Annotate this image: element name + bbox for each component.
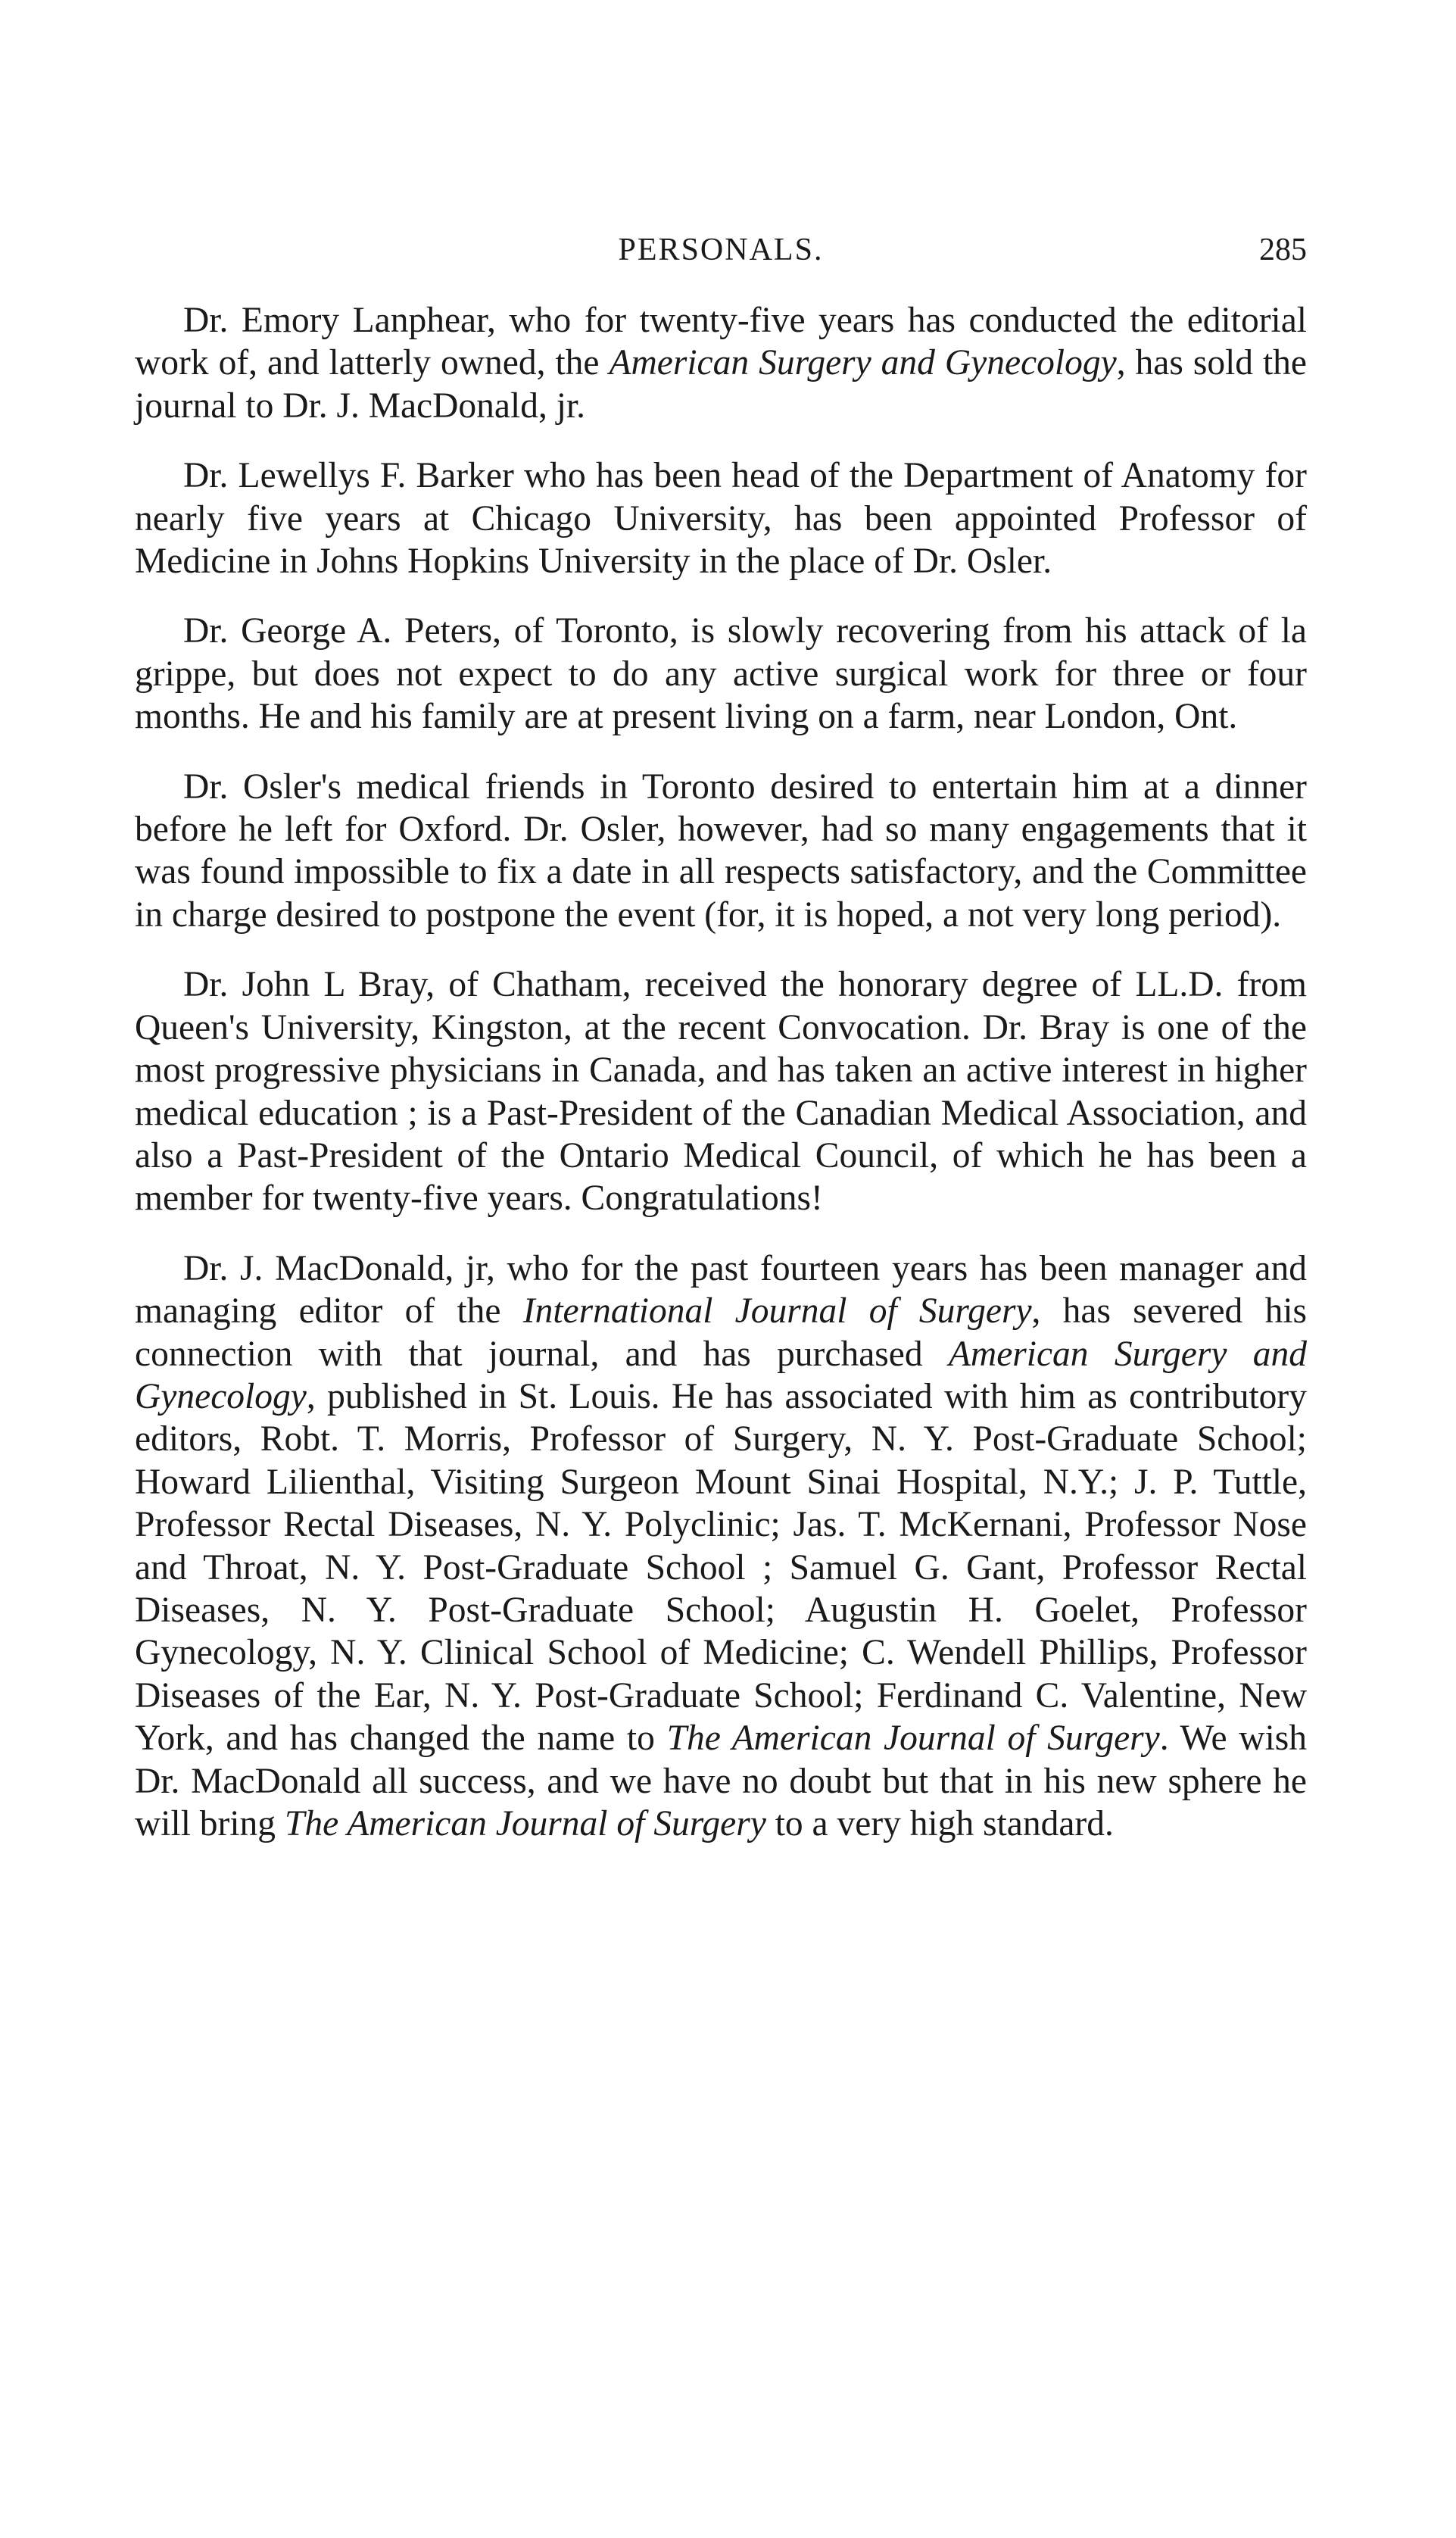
paragraph-text: Dr. George A. Peters, of Toronto, is slowly recovering from his attack of la grippe, but does not expect to do any active surgical work for three or four months. He and his family are at present living on a farm, near London, Ont. xyxy=(135,611,1307,737)
journal-title: The American Journal of Surgery xyxy=(284,1804,766,1843)
paragraph-text: Dr. John L Bray, of Chatham, received the honorary degree of LL.D. from Queen's University, Kingston, at the recent Convocation. Dr. Bray is one of the most progressive physicians in Canada, and has taken an active interest in higher medical education ; is a Past-President of the Canadian Medical Association, and also a Past-President of the Ontario Medical Council, of which he has been a member for twenty-five years. Congratulations! xyxy=(135,965,1307,1219)
paragraph-macdonald xyxy=(135,1247,1307,1846)
paragraph-text: , published in St. Louis. He has associated with him as contributory editors, Robt. T. Morris, Professor of Surgery, N. Y. Post-Graduate School; Howard Lilienthal, Visiting Surgeon Mount Sinai Hospital, N.Y.; J. P. Tuttle, Professor Rectal Diseases, N. Y. Polyclinic; Jas. T. McKernani, Professor Nose and Throat, N. Y. Post-Graduate School ; Samuel G. Gant, Professor Rectal Diseases, N. Y. Post-Graduate School; Augustin H. Goelet, Professor Gynecology, N. Y. Clinical School of Medicine; C. Wendell Phillips, Professor Diseases of the Ear, N. Y. Post-Graduate School; Ferdinand C. Valentine, New York, and has changed the name to xyxy=(135,1376,1307,1759)
paragraph-text: Dr. Emory Lanphear, who for twenty-five years has conducted the editorial work of, and latterly owned, the xyxy=(135,301,1307,383)
running-title: PERSONALS. xyxy=(618,233,824,267)
paragraph-text: Dr. Osler's medical friends in Toronto desired to entertain him at a dinner before he left for Oxford. Dr. Osler, however, had so many engagements that it was found impossible to fix a date in all respects satisfactory, and the Committee in charge desired to postpone the event (for, it is hoped, a not very long period). xyxy=(135,766,1307,935)
journal-title: American Surgery and Gynecology xyxy=(609,343,1117,383)
journal-title: International Journal of Surgery xyxy=(522,1291,1032,1331)
paragraph-lanphear xyxy=(135,299,1307,427)
paragraph-bray xyxy=(135,963,1307,1219)
paragraph-text: . We wish Dr. MacDonald all success, and we have no doubt but that in his new sphere he will bring xyxy=(135,1719,1307,1843)
paragraph-text: to a very high standard. xyxy=(765,1804,1114,1843)
running-head xyxy=(135,227,1307,273)
paragraph-text: Dr. J. MacDonald, jr, who for the past fourteen years has been manager and managing editor of the xyxy=(135,1248,1307,1331)
paragraph-text: , has severed his connection with that journal, and has purchased xyxy=(135,1291,1308,1374)
paragraph-peters xyxy=(135,610,1307,738)
paragraph-osler xyxy=(135,766,1307,937)
page-number: 285 xyxy=(1259,233,1307,267)
body-text xyxy=(135,299,1307,1872)
paragraph-barker xyxy=(135,454,1307,582)
journal-title: The American Journal of Surgery xyxy=(666,1719,1160,1759)
paragraph-text: , has sold the journal to Dr. J. MacDonald, jr. xyxy=(135,343,1307,426)
journal-title: American Surgery and Gynecology xyxy=(135,1334,1307,1416)
paragraph-text: Dr. Lewellys F. Barker who has been head of the Department of Anatomy for nearly five years at Chicago University, has been appointed Professor of Medicine in Johns Hopkins University in the place of Dr. Osler. xyxy=(135,456,1307,582)
